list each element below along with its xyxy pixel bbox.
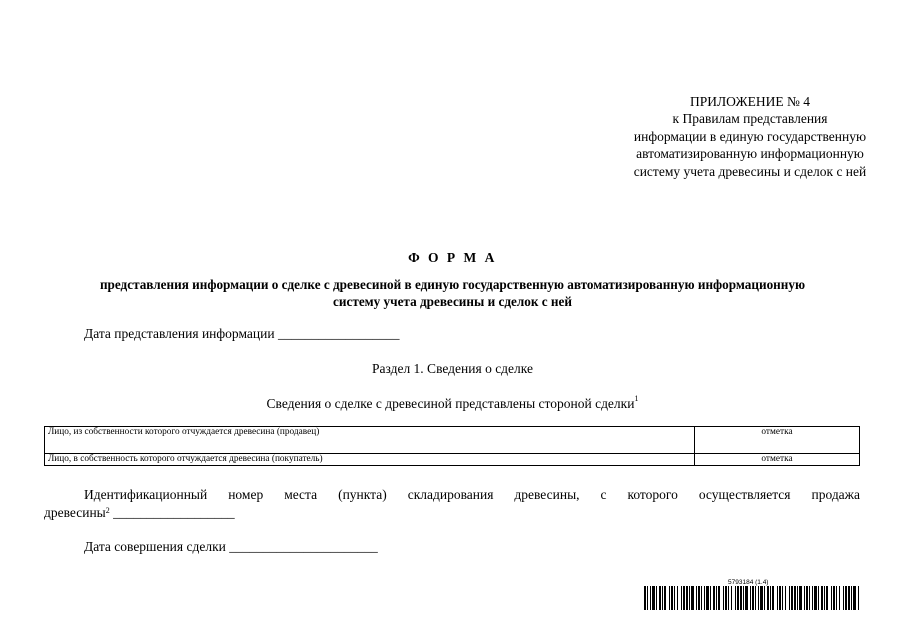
deal-date-label: Дата совершения сделки xyxy=(84,539,226,554)
appendix-line: ПРИЛОЖЕНИЕ № 4 xyxy=(689,94,811,109)
party-table xyxy=(44,426,860,466)
form-subtitle-line: представления информации о сделке с древесиной в единую государственную автоматизированную информационную xyxy=(99,277,806,292)
form-subtitle-line: систему учета древесины и сделок с ней xyxy=(333,294,572,309)
appendix-header xyxy=(560,93,905,180)
storage-id-text: Идентификационный номер места (пункта) складирования древесины, с которого осуществляется продажа xyxy=(84,487,860,502)
form-subtitle xyxy=(40,276,865,310)
party-label-buyer: Лицо, в собственность которого отчуждается древесина (покупатель) xyxy=(45,454,695,466)
deal-date-line xyxy=(84,539,378,555)
party-heading-text: Сведения о сделке с древесиной представлены стороной сделки xyxy=(266,396,635,411)
footnote-ref: 2 xyxy=(105,506,110,515)
table-row xyxy=(45,454,860,466)
buyer-mark-cell[interactable]: отметка xyxy=(695,454,860,466)
appendix-line: автоматизированную информационную xyxy=(636,146,864,162)
party-label-seller: Лицо, из собственности которого отчуждается древесина (продавец) xyxy=(45,427,695,454)
storage-id-field[interactable]: __________________ xyxy=(113,505,235,520)
section-heading: Раздел 1. Сведения о сделке xyxy=(372,361,533,376)
submission-date-field[interactable]: __________________ xyxy=(277,326,400,341)
form-title: Ф О Р М А xyxy=(408,250,497,265)
barcode-label: 5793184 (1.4) xyxy=(728,579,769,586)
appendix-line: информации в единую государственную xyxy=(633,128,867,144)
submission-date-label: Дата представления информации xyxy=(84,326,275,341)
appendix-line: к Правилам представления xyxy=(672,111,828,127)
barcode-graphic xyxy=(644,586,860,610)
storage-id-text-end: древесины xyxy=(44,505,106,520)
footnote-ref: 1 xyxy=(634,394,639,403)
seller-mark-cell[interactable]: отметка xyxy=(695,427,860,454)
appendix-line: систему учета древесины и сделок с ней xyxy=(633,163,867,179)
party-heading xyxy=(0,396,905,412)
submission-date-line xyxy=(84,326,399,342)
storage-id-paragraph xyxy=(44,486,860,522)
table-row xyxy=(45,427,860,454)
storage-id-line2 xyxy=(44,504,860,522)
deal-date-field[interactable]: ______________________ xyxy=(229,539,378,554)
